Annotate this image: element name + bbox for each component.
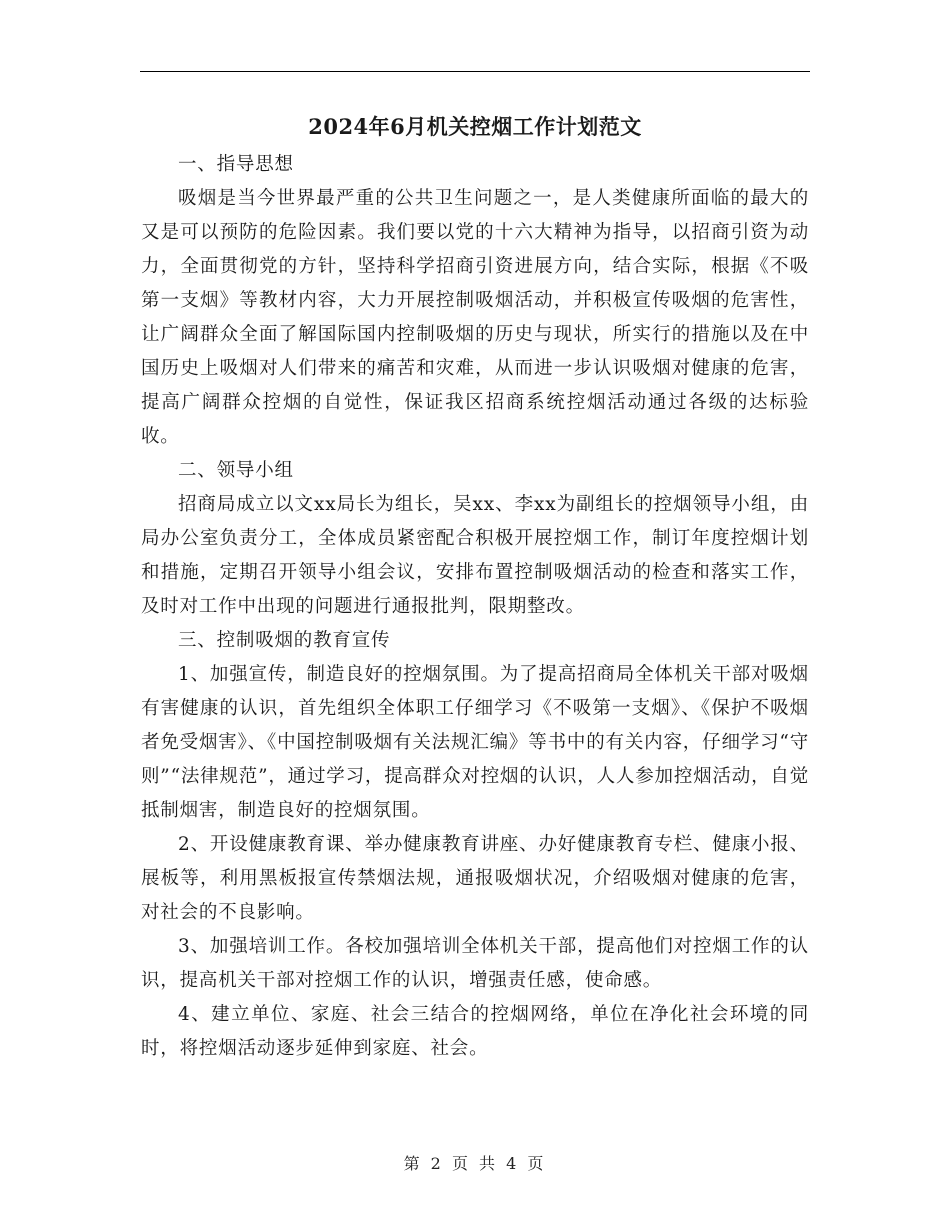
paragraph-item-4: 4、建立单位、家庭、社会三结合的控烟网络，单位在净化社会环境的同时，将控烟活动逐步延伸到家庭、社会。 (141, 1004, 809, 1059)
paragraph-item-1: 1、加强宣传，制造良好的控烟氛围。为了提高招商局全体机关干部对吸烟有害健康的认识，首先组织全体职工仔细学习《不吸第一支烟》、《保护不吸烟者免受烟害》、《中国控制吸烟有关法规汇编》等书中的有关内容，仔细学习“守则”“法律规范”，通过学习，提高群众对控烟的认识，人人参加控烟活动，自觉抵制烟害，制造良好的控烟氛围。 (141, 664, 809, 821)
paragraph-item-3: 3、加强培训工作。各校加强培训全体机关干部，提高他们对控烟工作的认识，提高机关干部对控烟工作的认识，增强责任感，使命感。 (141, 936, 809, 991)
header-rule (140, 71, 810, 72)
document-title: 2024年6月机关控烟工作计划范文 (308, 114, 642, 139)
paragraph-leadership-group: 招商局成立以文xx局长为组长，吴xx、李xx为副组长的控烟领导小组，由局办公室负责分工，全体成员紧密配合积极开展控烟工作，制订年度控烟计划和措施，定期召开领导小组会议，安排布置控制吸烟活动的检查和落实工作，及时对工作中出现的问题进行通报批判，限期整改。 (141, 494, 809, 617)
section-heading-guiding-ideology: 一、指导思想 (178, 154, 294, 175)
page-number: 第 2 页 共 4 页 (403, 1154, 547, 1173)
document-body (141, 148, 809, 1066)
section-heading-leadership-group: 二、领导小组 (178, 460, 294, 481)
paragraph-guiding-ideology: 吸烟是当今世界最严重的公共卫生问题之一，是人类健康所面临的最大的又是可以预防的危险因素。我们要以党的十六大精神为指导，以招商引资为动力，全面贯彻党的方针，坚持科学招商引资进展方向，结合实际，根据《不吸第一支烟》等教材内容，大力开展控制吸烟活动，并积极宣传吸烟的危害性，让广阔群众全面了解国际国内控制吸烟的历史与现状，所实行的措施以及在中国历史上吸烟对人们带来的痛苦和灾难，从而进一步认识吸烟对健康的危害，提高广阔群众控烟的自觉性，保证我区招商系统控烟活动通过各级的达标验收。 (141, 188, 809, 447)
paragraph-item-2: 2、开设健康教育课、举办健康教育讲座、办好健康教育专栏、健康小报、展板等，利用黑板报宣传禁烟法规，通报吸烟状况，介绍吸烟对健康的危害，对社会的不良影响。 (141, 834, 809, 923)
section-heading-education-publicity: 三、控制吸烟的教育宣传 (178, 630, 391, 651)
